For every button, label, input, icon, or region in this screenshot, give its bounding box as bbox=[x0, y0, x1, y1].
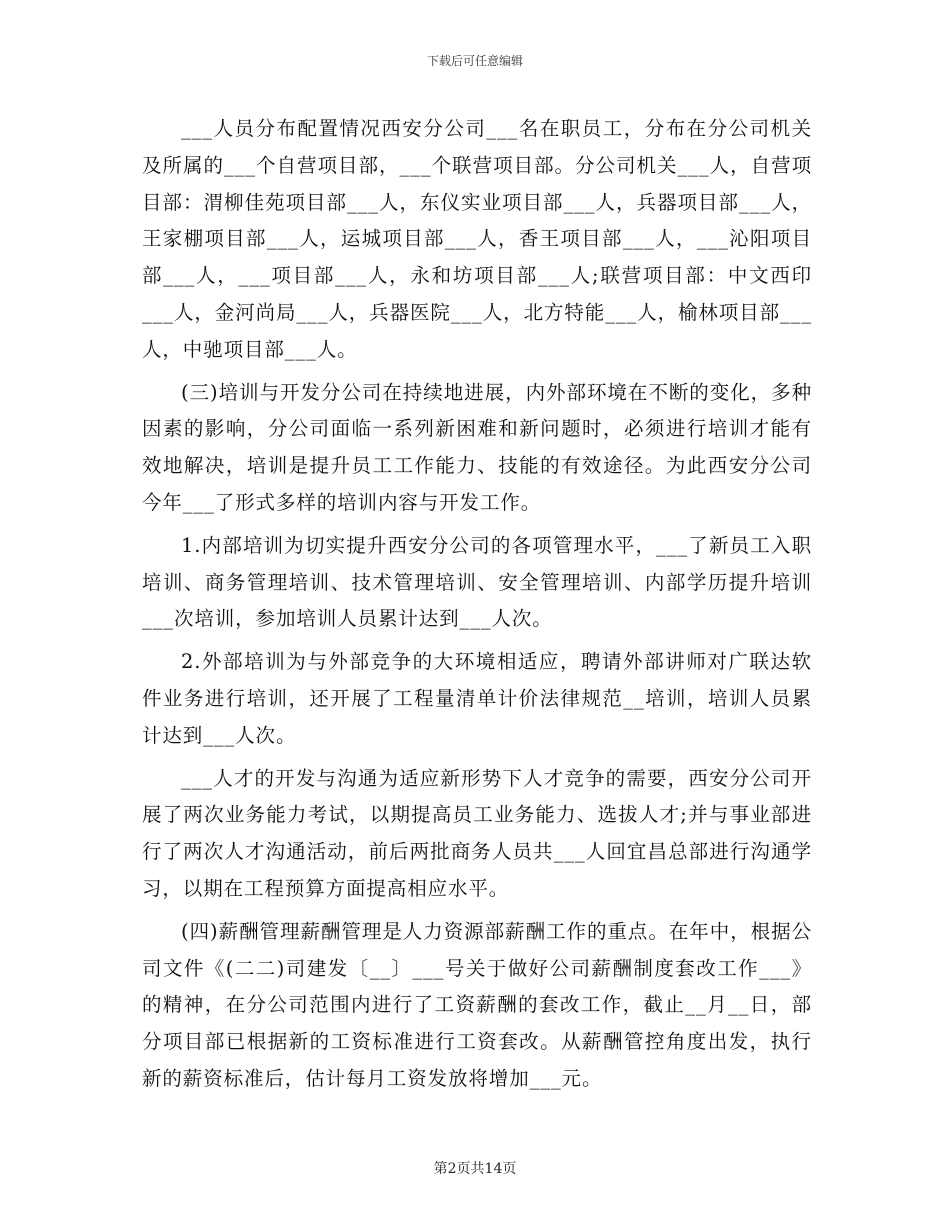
paragraph-staff-distribution: ___人员分布配置情况西安分公司___名在职员工，分布在分公司机关及所属的___个自营项目部，___个联营项目部。分公司机关___人，自营项目部：渭柳佳苑项目部___人，东仪实业项目部___人，兵器项目部___人，王家棚项目部___人，运城项目部___人，香王项目部___人，___沁阳项目部___人，___项目部___人，永和坊项目部___人;联营项目部：中文西印___人，金河尚局___人，兵器医院___人，北方特能___人，榆林项目部___人，中驰项目部___人。 bbox=[142, 117, 812, 361]
document-body bbox=[142, 111, 812, 1104]
paragraph-internal-training: 1.内部培训为切实提升西安分公司的各项管理水平，___了新员工入职培训、商务管理培训、技术管理培训、安全管理培训、内部学历提升培训___次培训，参加培训人员累计达到___人次。 bbox=[142, 533, 812, 631]
paragraph-talent-development: ___人才的开发与沟通为适应新形势下人才竞争的需要，西安分公司开展了两次业务能力考试，以期提高员工业务能力、选拔人才;并与事业部进行了两次人才沟通活动，前后两批商务人员共___人回宜昌总部进行沟通学习，以期在工程预算方面提高相应水平。 bbox=[142, 766, 812, 900]
paragraph-salary-management: (四)薪酬管理薪酬管理是人力资源部薪酬工作的重点。在年中，根据公司文件《(二二)司建发〔__〕___号关于做好公司薪酬制度套改工作___》的精神，在分公司范围内进行了工资薪酬的套改工作，截止__月__日，部分项目部已根据新的工资标准进行工资套改。从薪酬管控角度出发，执行新的薪资标准后，估计每月工资发放将增加___元。 bbox=[142, 919, 812, 1090]
page-number: 第2页共14页 bbox=[433, 1161, 517, 1177]
paragraph-external-training: 2.外部培训为与外部竞争的大环境相适应，聘请外部讲师对广联达软件业务进行培训，还开展了工程量清单计价法律规范__培训，培训人员累计达到___人次。 bbox=[142, 650, 812, 747]
paragraph-training-development: (三)培训与开发分公司在持续地进展，内外部环境在不断的变化，多种因素的影响，分公司面临一系列新困难和新问题时，必须进行培训才能有效地解决，培训是提升员工工作能力、技能的有效途径。为此西安分公司今年___了形式多样的培训内容与开发工作。 bbox=[142, 380, 812, 514]
page-header: 下载后可任意编辑 bbox=[426, 54, 523, 68]
